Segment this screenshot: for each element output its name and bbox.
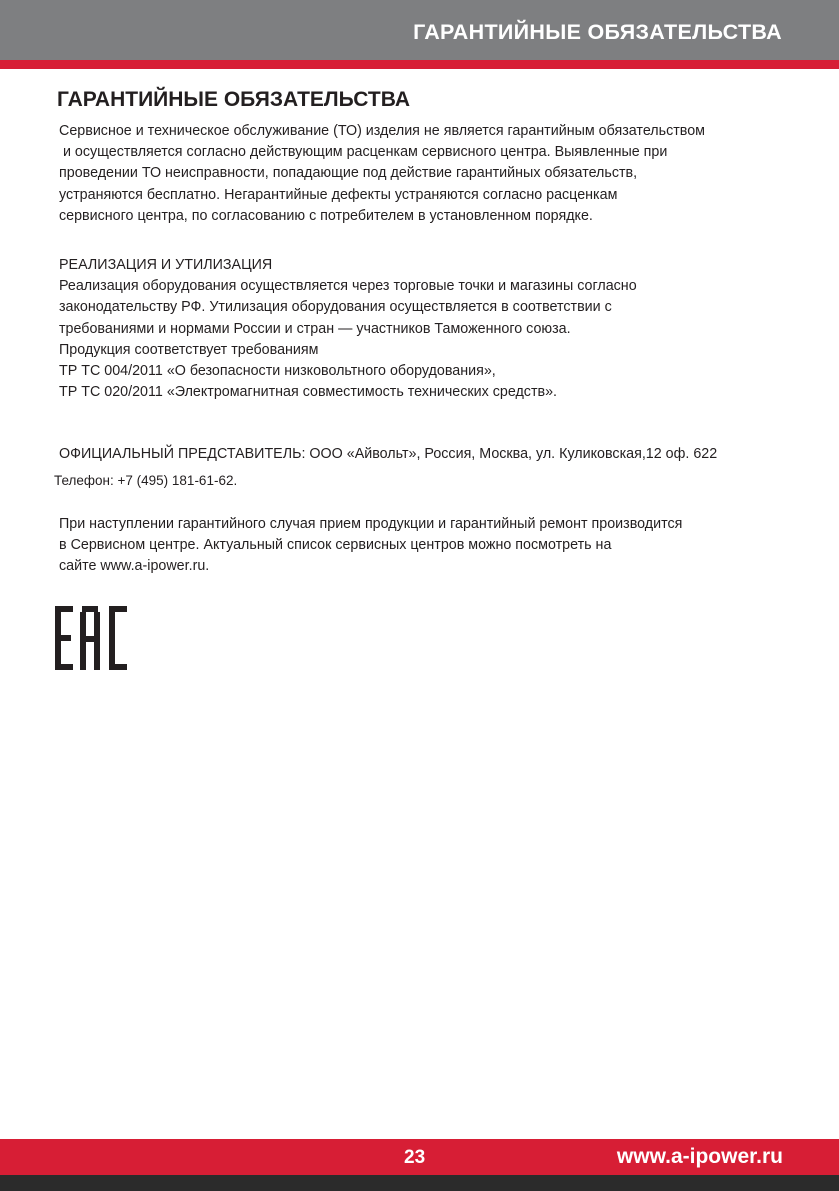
text-line: Реализация оборудования осуществляется через торговые точки и магазины согласно (59, 278, 637, 295)
text-line: требованиями и нормами России и стран — участников Таможенного союза. (59, 320, 571, 337)
service-paragraph (59, 514, 682, 578)
text-line: законодательству РФ. Утилизация оборудования осуществляется в соответствии с (59, 299, 612, 316)
page-title: ГАРАНТИЙНЫЕ ОБЯЗАТЕЛЬСТВА (57, 88, 410, 111)
text-line: в Сервисном центре. Актуальный список сервисных центров можно посмотреть на (59, 537, 612, 554)
text-line: и осуществляется согласно действующим расценкам сервисного центра. Выявленные при (59, 144, 668, 161)
phone-line: Телефон: +7 (495) 181-61-62. (54, 473, 238, 488)
section-heading: РЕАЛИЗАЦИЯ И УТИЛИЗАЦИЯ (59, 257, 273, 273)
eac-certification-mark (55, 606, 127, 670)
text-line: Продукция соответствует требованиям (59, 341, 319, 358)
representative-line: ОФИЦИАЛЬНЫЙ ПРЕДСТАВИТЕЛЬ: ООО «Айвольт», Россия, Москва, ул. Куликовская,12 оф. 622 (59, 446, 718, 462)
text-line: ТР ТС 004/2011 «О безопасности низковольтного оборудования», (59, 363, 496, 380)
text-line: проведении ТО неисправности, попадающие под действие гарантийных обязательств, (59, 165, 638, 182)
footer-website-link[interactable]: www.a-ipower.ru (616, 1145, 783, 1168)
page-number: 23 (404, 1147, 426, 1168)
text-line: Сервисное и техническое обслуживание (ТО) изделия не является гарантийным обязательством (59, 123, 705, 139)
warranty-paragraph (59, 121, 705, 227)
text-line: сайте www.a-ipower.ru. (59, 558, 210, 575)
text-line: При наступлении гарантийного случая прием продукции и гарантийный ремонт производится (59, 516, 683, 532)
header-title: ГАРАНТИЙНЫЕ ОБЯЗАТЕЛЬСТВА (413, 20, 782, 44)
sales-disposal-section (59, 255, 637, 403)
text-line: устраняются бесплатно. Негарантийные дефекты устраняются согласно расценкам (59, 186, 618, 203)
footer-dark-strip (0, 1175, 839, 1191)
text-line: ТР ТС 020/2011 «Электромагнитная совместимость технических средств». (59, 384, 558, 401)
header-accent-stripe (0, 60, 839, 69)
text-line: сервисного центра, по согласованию с потребителем в установленном порядке. (59, 207, 593, 224)
